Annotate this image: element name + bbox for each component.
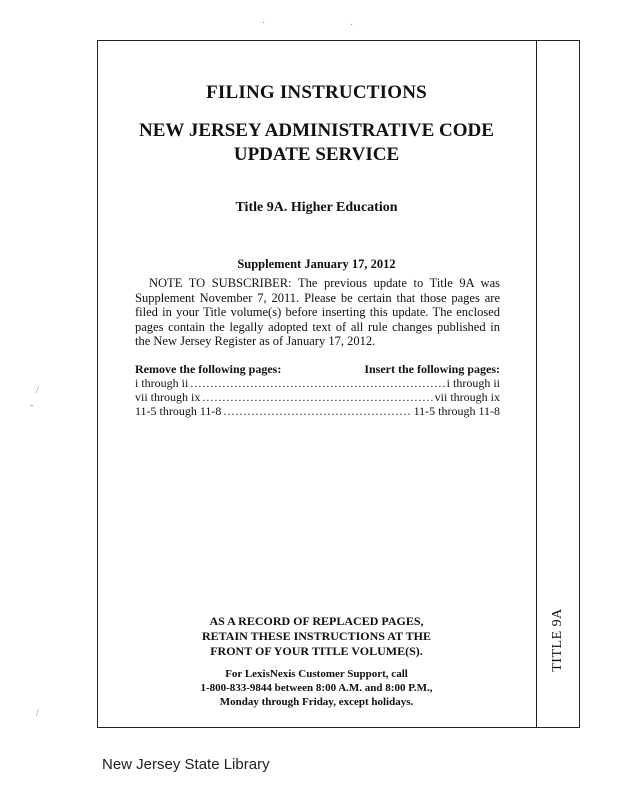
dot-leader bbox=[190, 376, 444, 390]
record-notice-line-1: AS A RECORD OF REPLACED PAGES, bbox=[209, 614, 424, 628]
support-phone-hours: 1-800-833-9844 between 8:00 A.M. and 8:00 P.M., bbox=[200, 682, 433, 694]
record-notice-line-3: FRONT OF YOUR TITLE VOLUME(S). bbox=[210, 644, 423, 658]
scan-speck: - bbox=[30, 400, 34, 411]
table-row bbox=[135, 376, 500, 390]
library-stamp: New Jersey State Library bbox=[102, 756, 270, 773]
table-row bbox=[135, 404, 500, 418]
insert-pages-header: Insert the following pages: bbox=[364, 362, 500, 376]
insert-pages-cell: i through ii bbox=[446, 376, 500, 390]
code-title-line-2: UPDATE SERVICE bbox=[233, 144, 400, 165]
filing-instructions-title: FILING INSTRUCTIONS bbox=[206, 82, 427, 103]
code-title-line-1: NEW JERSEY ADMINISTRATIVE CODE bbox=[139, 120, 494, 141]
insert-pages-cell: vii through ix bbox=[434, 390, 500, 404]
remove-pages-cell: 11-5 through 11-8 bbox=[135, 404, 222, 418]
tab-divider-line bbox=[536, 40, 537, 728]
table-row bbox=[135, 390, 500, 404]
remove-pages-header: Remove the following pages: bbox=[135, 362, 282, 376]
scan-speck: · bbox=[262, 18, 266, 29]
supplement-date: Supplement January 17, 2012 bbox=[237, 257, 396, 271]
dot-leader bbox=[202, 390, 432, 404]
scan-speck: / bbox=[36, 708, 39, 719]
support-line-1: For LexisNexis Customer Support, call bbox=[225, 668, 408, 680]
subscriber-note-text: NOTE TO SUBSCRIBER: The previous update to Title 9A was Supplement November 7, 2011. Please be certain that those pages are filed in your Title volume(s) before inserting this update. The enclosed pages contain the legally adopted text of all rule changes published in the New Jersey Register as of January 17, 2012. bbox=[135, 276, 500, 348]
subscriber-note bbox=[135, 276, 500, 349]
remove-pages-cell: i through ii bbox=[135, 376, 189, 390]
insert-pages-cell: 11-5 through 11-8 bbox=[413, 404, 500, 418]
scan-speck: / bbox=[36, 385, 39, 396]
record-notice-line-2: RETAIN THESE INSTRUCTIONS AT THE bbox=[202, 629, 431, 643]
remove-pages-cell: vii through ix bbox=[135, 390, 201, 404]
title-subject: Title 9A. Higher Education bbox=[235, 200, 398, 215]
scan-speck: · bbox=[350, 20, 354, 31]
support-days: Monday through Friday, except holidays. bbox=[219, 696, 414, 708]
title-tab-label: TITLE 9A bbox=[550, 608, 565, 672]
dot-leader bbox=[223, 404, 411, 418]
